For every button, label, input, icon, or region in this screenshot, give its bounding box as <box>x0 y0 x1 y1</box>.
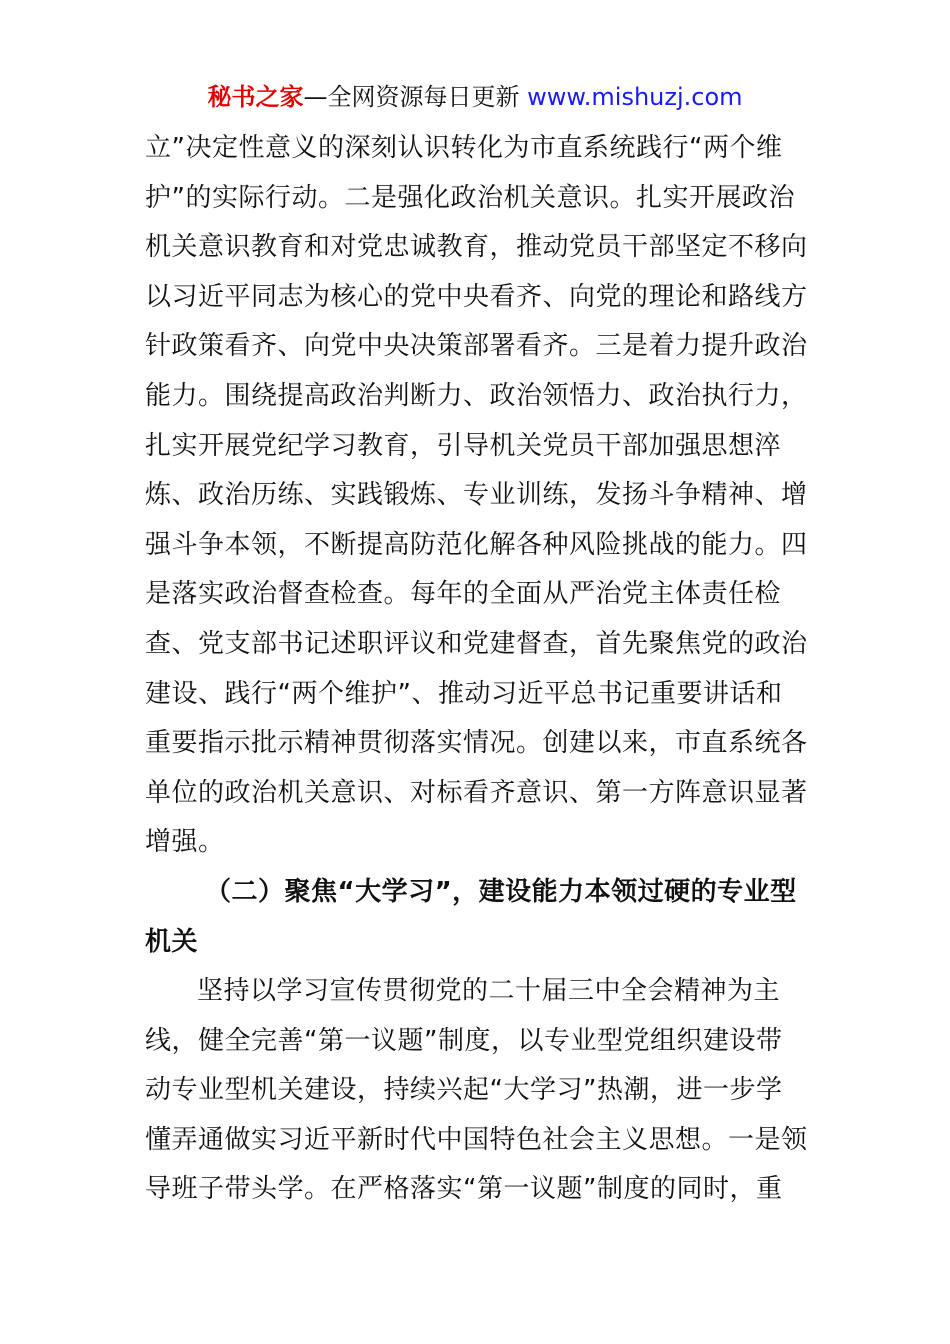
page-header <box>0 80 950 114</box>
body-line: 增强。 <box>145 827 225 858</box>
body-line: 导班子带头学。在严格落实“第一议题”制度的同时，重 <box>145 1174 783 1205</box>
body-line: 护”的实际行动。二是强化政治机关意识。扎实开展政治 <box>145 182 795 213</box>
body-line: 是落实政治督查检查。每年的全面从严治党主体责任检 <box>145 579 782 610</box>
body-line: 单位的政治机关意识、对标看齐意识、第一方阵意识显著 <box>145 777 808 808</box>
body-line: 以习近平同志为核心的党中央看齐、向党的理论和路线方 <box>145 281 808 312</box>
header-brand: 秘书之家 <box>207 83 304 111</box>
section-heading: （二）聚焦“大学习”，建设能力本领过硬的专业型 <box>205 876 797 907</box>
body-line: 立”决定性意义的深刻认识转化为市直系统践行“两个维 <box>145 133 783 163</box>
body-line: 动专业型机关建设，持续兴起“大学习”热潮，进一步学 <box>145 1075 783 1106</box>
body-line: 针政策看齐、向党中央决策部署看齐。三是着力提升政治 <box>145 331 808 362</box>
body-line: 机关意识教育和对党忠诚教育，推动党员干部坚定不移向 <box>145 232 808 263</box>
document-body <box>145 124 807 1215</box>
body-line: 强斗争本领，不断提高防范化解各种风险挑战的能力。四 <box>145 529 808 560</box>
body-line: 查、党支部书记述职评议和党建督查，首先聚焦党的政治 <box>145 628 808 659</box>
body-line: 扎实开展党纪学习教育，引导机关党员干部加强思想淬 <box>145 430 782 461</box>
body-line: 炼、政治历练、实践锻炼、专业训练，发扬斗争精神、增 <box>145 480 808 511</box>
body-line: 坚持以学习宣传贯彻党的二十届三中全会精神为主 <box>197 976 781 1007</box>
body-line: 能力。围绕提高政治判断力、政治领悟力、政治执行力， <box>145 380 808 411</box>
body-line: 建设、践行“两个维护”、推动习近平总书记重要讲话和 <box>145 678 783 709</box>
header-tagline: —全网资源每日更新 <box>303 83 520 111</box>
body-line: 线，健全完善“第一议题”制度，以专业型党组织建设带 <box>145 1025 783 1056</box>
header-url[interactable]: www.mishuzj.com <box>527 83 743 111</box>
body-line: 重要指示批示精神贯彻落实情况。创建以来，市直系统各 <box>145 728 808 759</box>
section-heading: 机关 <box>145 926 199 957</box>
body-line: 懂弄通做实习近平新时代中国特色社会主义思想。一是领 <box>145 1124 808 1155</box>
